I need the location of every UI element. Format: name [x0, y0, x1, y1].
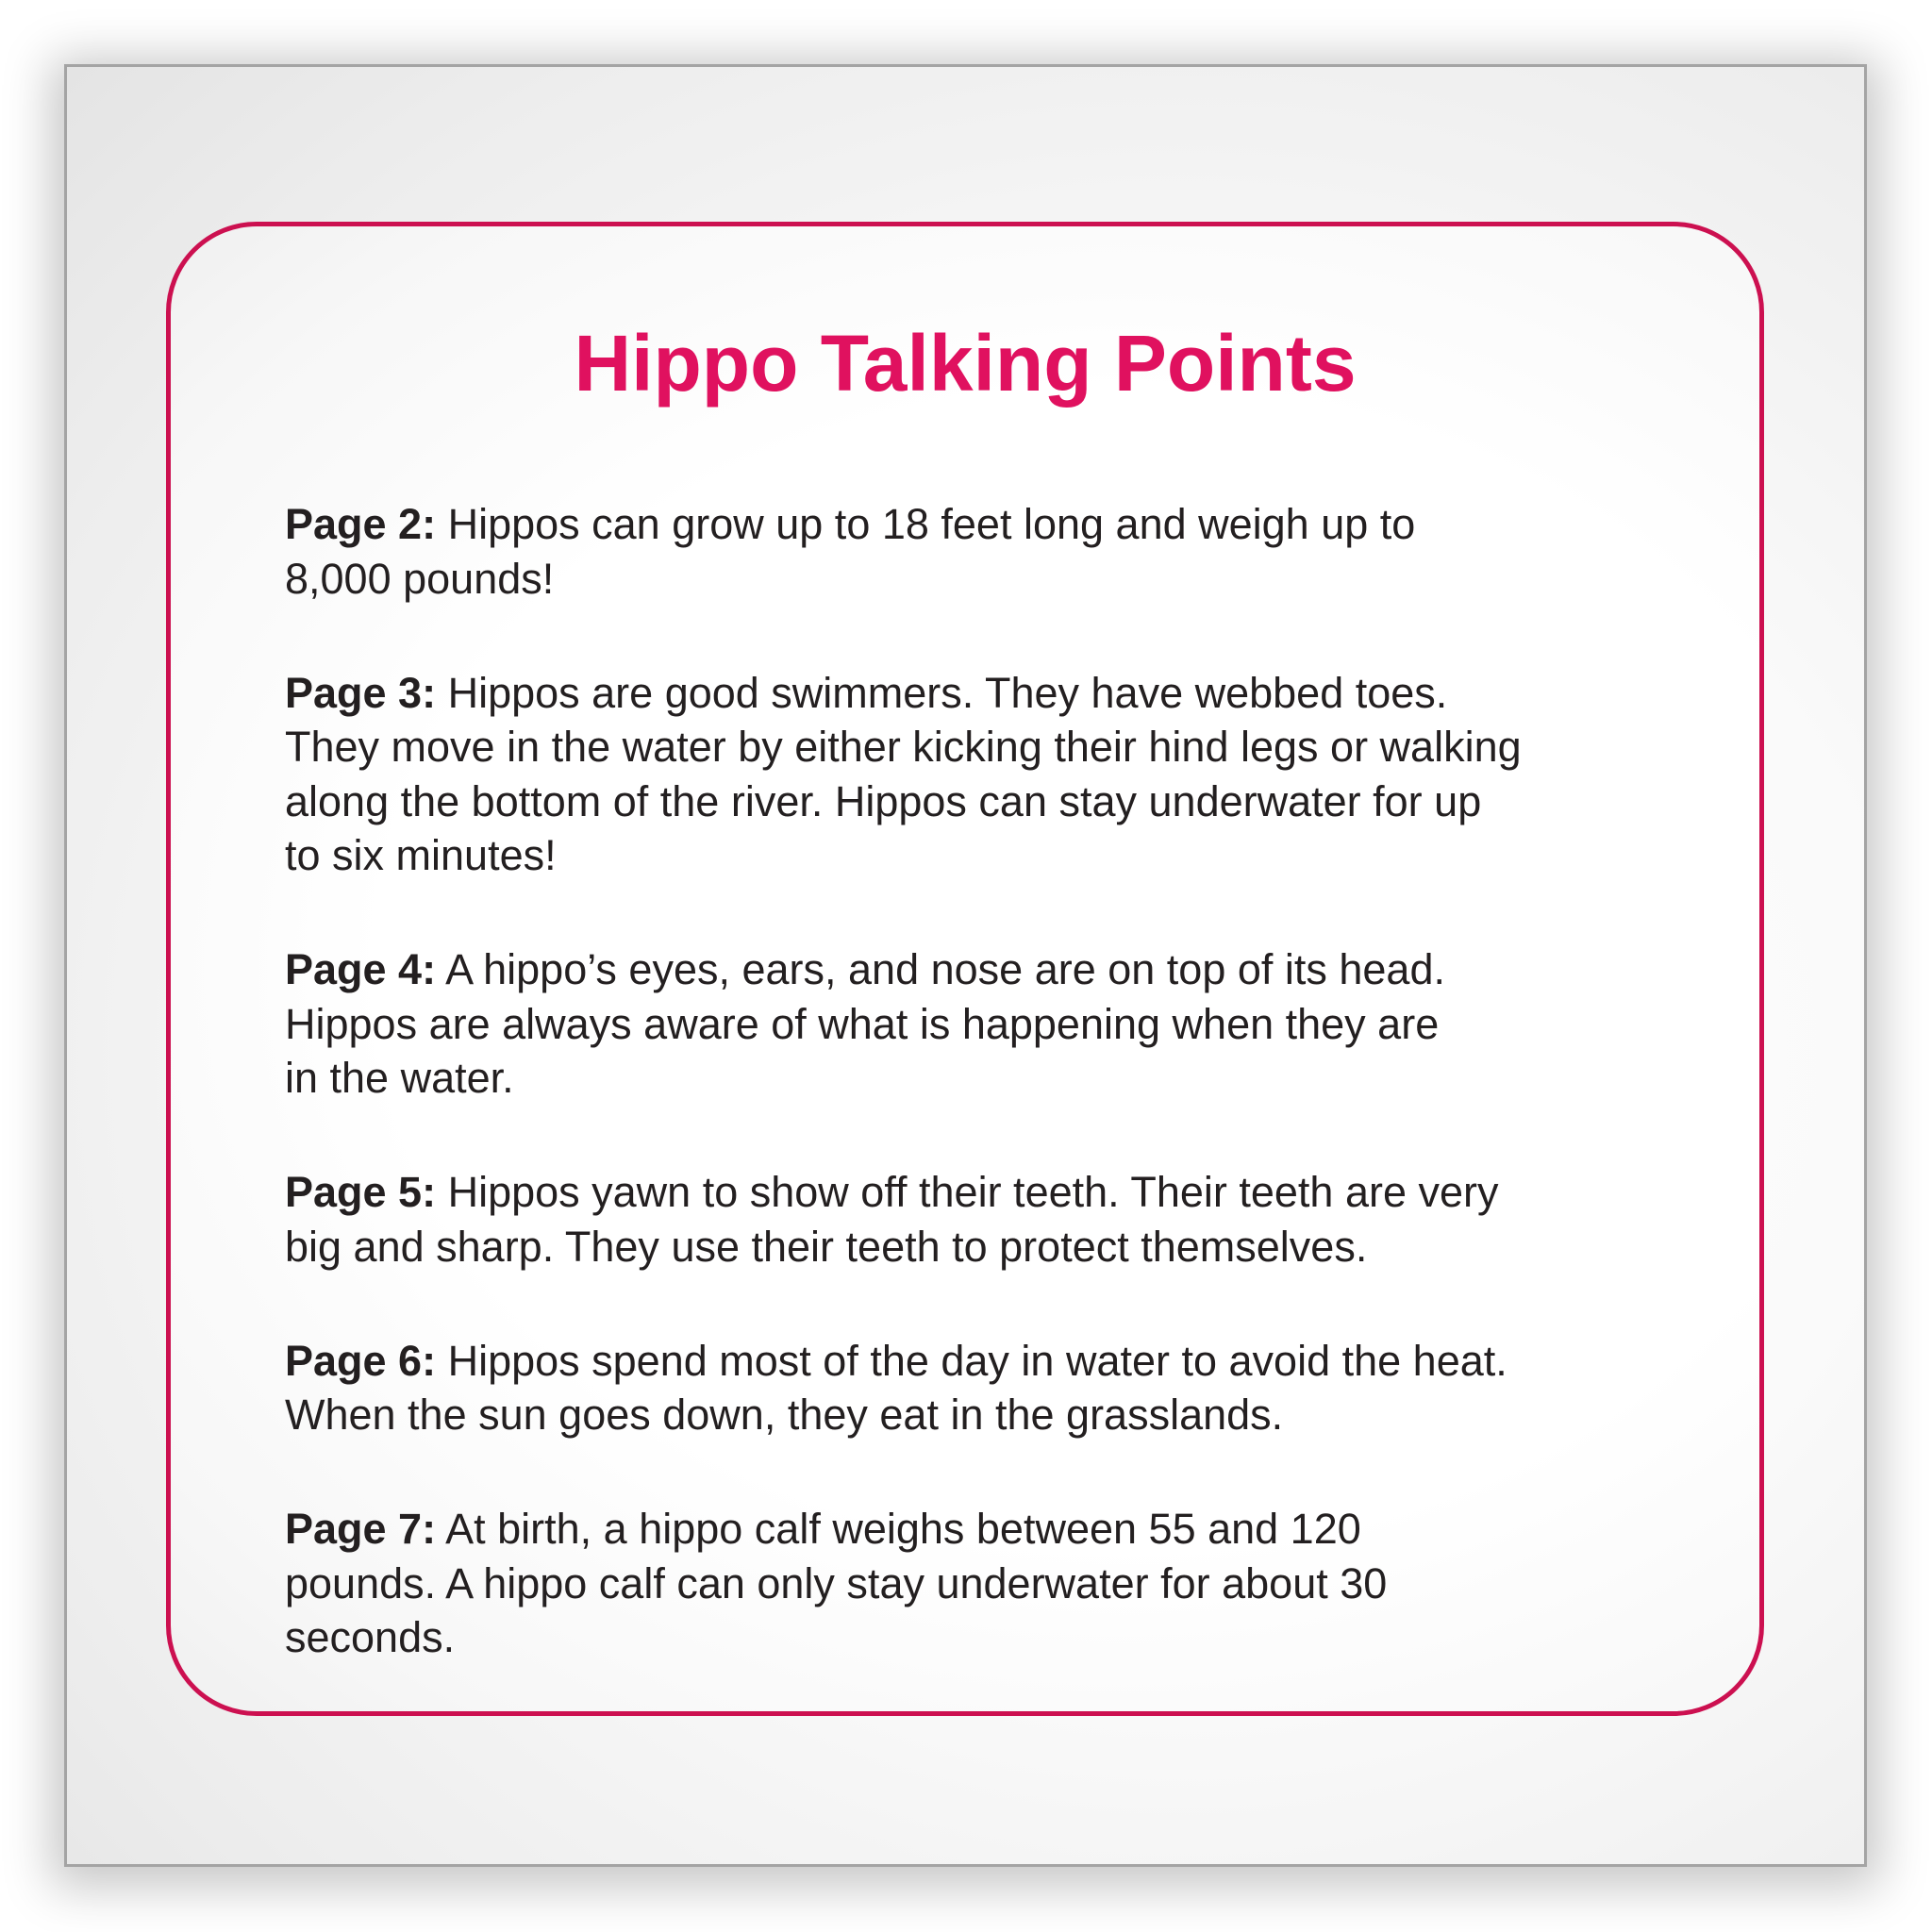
talking-point-page-6	[285, 1334, 1738, 1442]
text-line	[285, 666, 1738, 721]
talking-point-page-4	[285, 942, 1738, 1106]
point-text: Hippos are good swimmers. They have webbed toes.	[436, 668, 1448, 717]
point-text: At birth, a hippo calf weighs between 55 and 120	[436, 1505, 1361, 1553]
text-line: pounds. A hippo calf can only stay underwater for about 30	[285, 1558, 1388, 1607]
text-line	[285, 1165, 1738, 1220]
text-line: seconds.	[285, 1613, 456, 1661]
text-line: Hippos are always aware of what is happening when they are	[285, 999, 1440, 1048]
text-line: to six minutes!	[285, 831, 557, 879]
text-line	[285, 1502, 1738, 1557]
text-line	[285, 1334, 1738, 1389]
page-label: Page 2:	[285, 500, 437, 548]
talking-point-page-5	[285, 1165, 1738, 1274]
talking-points-body	[285, 497, 1738, 1724]
text-line	[285, 497, 1738, 552]
point-text: A hippo’s eyes, ears, and nose are on top of its head.	[436, 945, 1445, 993]
page-label: Page 3:	[285, 668, 437, 717]
point-text: Hippos yawn to show off their teeth. Their teeth are very	[436, 1168, 1499, 1216]
text-line: along the bottom of the river. Hippos can stay underwater for up	[285, 776, 1482, 825]
point-text: Hippos spend most of the day in water to avoid the heat.	[436, 1336, 1507, 1385]
point-text: Hippos can grow up to 18 feet long and weigh up to	[436, 500, 1416, 548]
text-line: in the water.	[285, 1054, 514, 1102]
talking-point-page-7	[285, 1502, 1738, 1665]
text-line: big and sharp. They use their teeth to protect themselves.	[285, 1222, 1368, 1271]
talking-point-page-2	[285, 497, 1738, 606]
page-label: Page 4:	[285, 945, 437, 993]
text-line: When the sun goes down, they eat in the grasslands.	[285, 1391, 1284, 1439]
page-label: Page 6:	[285, 1336, 437, 1385]
talking-point-page-3	[285, 666, 1738, 883]
page-label: Page 7:	[285, 1505, 437, 1553]
text-line: They move in the water by either kicking their hind legs or walking	[285, 723, 1522, 771]
page-label: Page 5:	[285, 1168, 437, 1216]
text-line	[285, 942, 1738, 997]
page-title: Hippo Talking Points	[574, 319, 1357, 408]
text-line: 8,000 pounds!	[285, 554, 555, 603]
